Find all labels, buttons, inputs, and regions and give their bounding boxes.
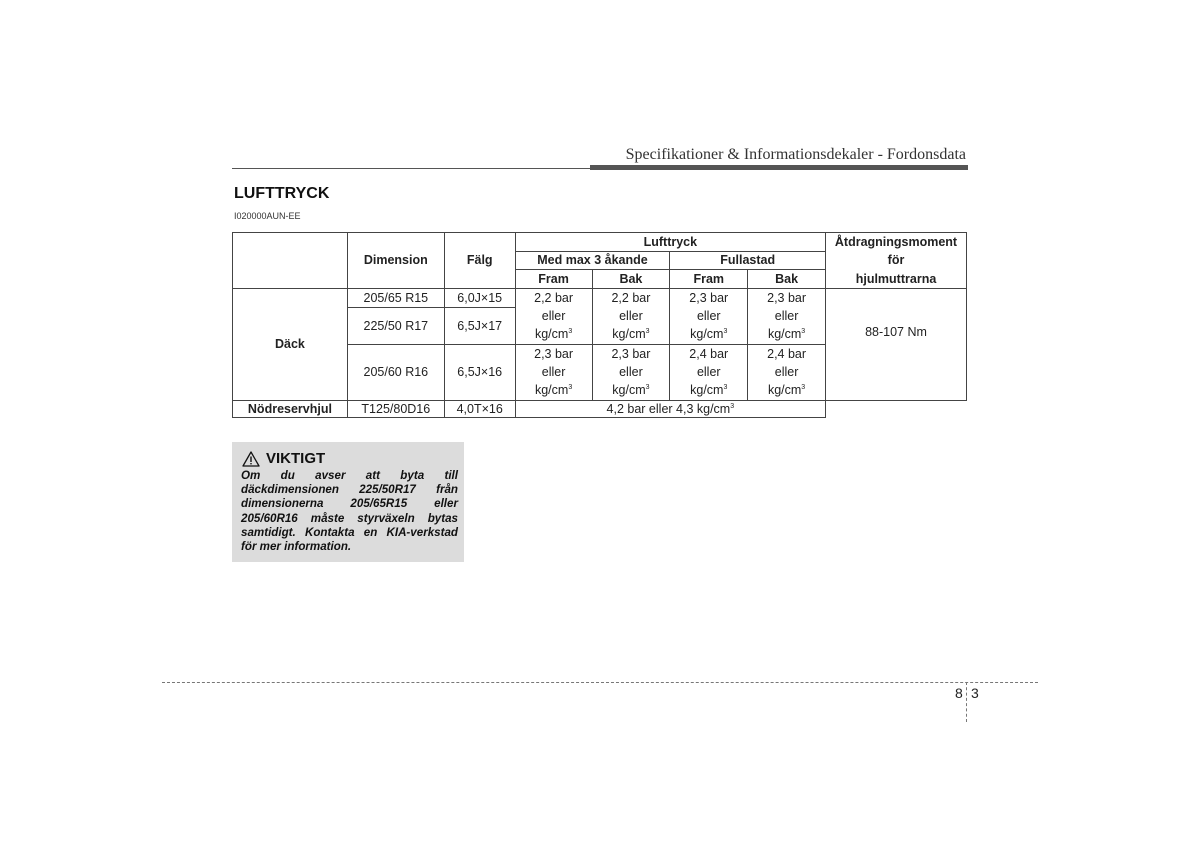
spare-pressure-cell: 4,2 bar eller 4,3 $kg/cm^3$ [515,400,825,417]
page-header-title: Specifikationer & Informationsdekaler - Fordonsdata [625,146,966,163]
pressure-cell [515,288,592,344]
pressure-cell [670,288,748,344]
pressure-unit: $kg/cm^3$ [690,383,728,398]
pressure-value: 2,4 bar [689,346,729,361]
header-torque-line: Åtdragningsmoment [834,235,958,249]
warning-box [232,442,464,562]
footer-rule [162,682,1038,683]
header-rear: Bak [748,270,826,289]
header-lufttryck: Lufttryck [515,233,825,252]
pressure-value: 2,3 bar [689,290,729,305]
pressure-value: 2,3 bar [767,290,807,305]
pressure-unit: $kg/cm^3$ [534,327,573,342]
header-rule [232,168,590,169]
dimension-cell: 205/65 R15 [347,288,444,307]
pressure-value: 2,3 bar [611,346,651,361]
warning-header [242,450,325,467]
pressure-or: eller [696,309,721,324]
pressure-unit: $kg/cm^3$ [767,383,806,398]
pressure-or: eller [619,309,643,324]
pressure-or: eller [541,309,566,324]
table-row [233,288,967,307]
header-load-full: Fullastad [670,251,826,270]
warning-label: VIKTIGT [266,450,326,467]
pressure-unit: $kg/cm^3$ [612,383,650,398]
section-title: LUFTTRYCK [234,185,330,202]
document-code: I020000AUN-EE [234,211,301,221]
page-number: 3 [971,685,979,701]
pressure-cell [592,288,670,344]
torque-value-cell [826,288,967,400]
falg-cell: 4,0T×16 [444,400,515,417]
row-label-dack: Däck [233,288,348,400]
pressure-cell [592,344,670,400]
pressure-cell [515,344,592,400]
row-label-spare: Nödreservhjul [233,400,348,417]
header-torque-line: för [887,253,905,268]
pressure-value: 2,2 bar [611,290,651,305]
header-torque-line: hjulmuttrarna [855,271,937,286]
pressure-value: 2,4 bar [767,346,807,361]
pressure-cell [748,288,826,344]
pressure-value: 2,3 bar [534,346,574,361]
header-front: Fram [515,270,592,289]
table-row-spare [233,400,967,417]
falg-cell: 6,5J×16 [444,344,515,400]
footer-divider [966,682,967,722]
section-number: 8 [955,685,963,701]
pressure-or: eller [619,365,643,380]
dimension-cell: 225/50 R17 [347,308,444,345]
header-rule-accent [590,165,968,170]
dimension-cell: T125/80D16 [347,400,444,417]
pressure-unit: $kg/cm^3$ [767,327,806,342]
pressure-or: eller [774,365,799,380]
header-front: Fram [670,270,748,289]
falg-cell: 6,5J×17 [444,308,515,345]
pressure-cell [670,344,748,400]
pressure-or: eller [774,309,799,324]
pressure-or: eller [541,365,566,380]
warning-triangle-icon [242,451,260,467]
header-empty-cell [233,233,348,289]
pressure-cell [748,344,826,400]
torque-value: 88-107 Nm [865,325,927,340]
header-rear: Bak [592,270,670,289]
warning-text: Om du avser att byta till däckdimensionen 225/50R17 från dimensionerna 205/65R15 eller 205/60R16 måste styrväxeln bytas samtidigt. Kontakta en KIA-verkstad för mer information. [241,469,458,554]
header-load-max: Med max 3 åkande [515,251,670,270]
falg-cell: 6,0J×15 [444,288,515,307]
header-dimension: Dimension [347,233,444,289]
header-torque [826,233,967,289]
pressure-unit: $kg/cm^3$ [690,327,728,342]
pressure-value: 2,2 bar [534,290,574,305]
dimension-cell: 205/60 R16 [347,344,444,400]
pressure-unit: $kg/cm^3$ [612,327,650,342]
pressure-unit: $kg/cm^3$ [534,383,573,398]
tire-pressure-table [232,232,967,418]
pressure-or: eller [696,365,721,380]
header-falg: Fälg [444,233,515,289]
table-header-row [233,233,967,252]
